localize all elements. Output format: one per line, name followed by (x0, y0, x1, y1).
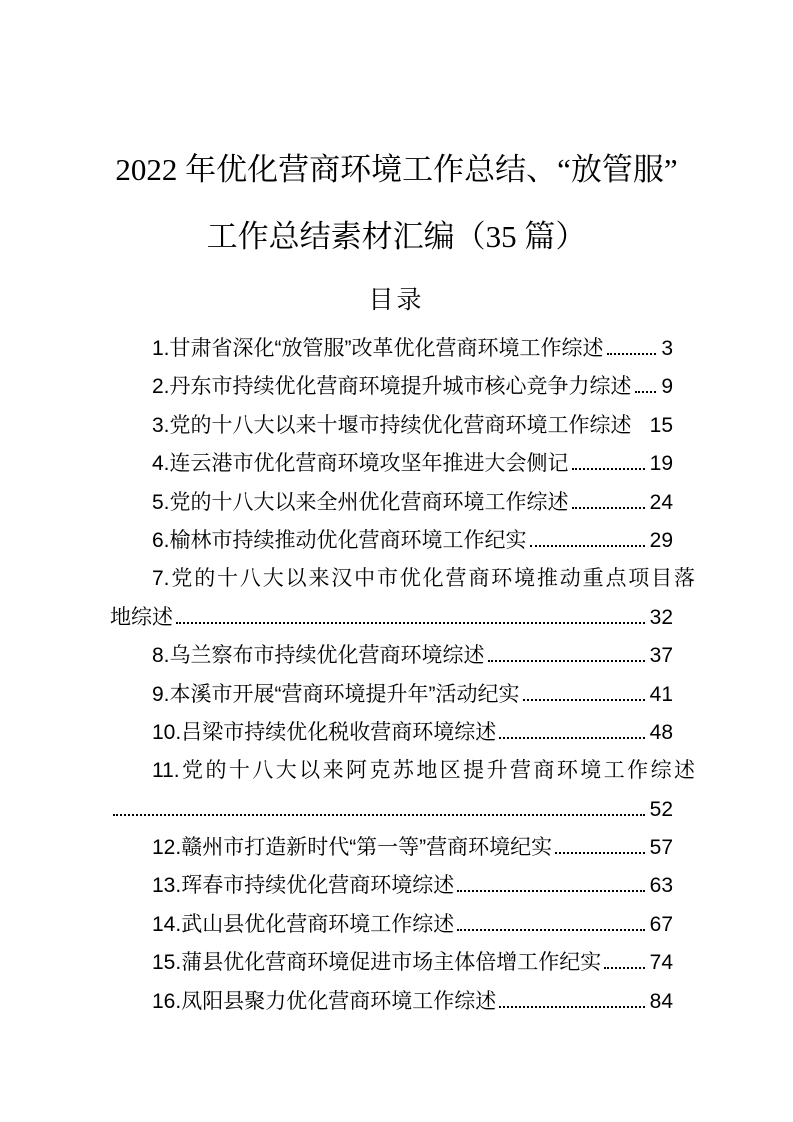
toc-page-number: 3 (661, 337, 673, 360)
toc-entry (110, 791, 673, 829)
toc-entry-title: 9.本溪市开展“营商环境提升年”活动纪实 (152, 682, 520, 706)
toc-page-number: 41 (649, 682, 673, 706)
toc-entry-title: 1.甘肃省深化“放管服”改革优化营商环境工作综述 (152, 337, 604, 360)
toc-page-number: 48 (649, 720, 673, 744)
toc-entry-title: 14.武山县优化营商环境工作综述 (152, 912, 455, 936)
toc-entry (110, 944, 673, 982)
toc-page-number: 37 (649, 644, 673, 668)
toc-leader-dots (113, 814, 645, 816)
toc-page-number: 32 (649, 605, 673, 629)
toc-entry (110, 983, 673, 1021)
toc-leader-dots (499, 737, 644, 739)
toc-leader-dots (607, 353, 657, 355)
toc-page-number: 74 (649, 951, 673, 975)
toc-leader-dots (572, 468, 645, 470)
toc-entry (110, 407, 673, 445)
toc-page-number: 84 (649, 989, 673, 1013)
toc-leader-dots (635, 391, 657, 393)
toc-page-number: 19 (649, 452, 673, 476)
toc-page-number: 63 (649, 874, 673, 898)
toc-heading: 目录 (368, 286, 425, 314)
toc-leader-dots (572, 507, 645, 509)
toc-entry-title: 10.吕梁市持续优化税收营商环境综述 (152, 720, 497, 744)
toc-list (110, 330, 695, 1021)
toc-entry-wrapped-text: 7.党的十八大以来汉中市优化营商环境推动重点项目落 (152, 567, 695, 591)
toc-entry (110, 599, 673, 637)
toc-page-number: 15 (649, 413, 673, 437)
toc-leader-dots (457, 929, 644, 931)
toc-entry (110, 829, 673, 867)
toc-page-number: 9 (661, 375, 673, 399)
toc-entry (110, 522, 673, 560)
toc-entry (110, 906, 673, 944)
toc-page-number: 24 (649, 490, 673, 514)
toc-entry-wrapped-text: 11.党的十八大以来阿克苏地区提升营商环境工作综述 (152, 759, 695, 783)
toc-entry (110, 330, 673, 368)
toc-page-number: 29 (649, 528, 673, 552)
toc-entry-title: 5.党的十八大以来全州优化营商环境工作综述 (152, 490, 569, 514)
toc-entry-title: 地综述 (110, 605, 173, 629)
toc-entry-title: 4.连云港市优化营商环境攻坚年推进大会侧记 (152, 452, 569, 476)
document-title-line-1: 2022 年优化营商环境工作总结、“放管服” (115, 152, 678, 187)
toc-entry (110, 676, 673, 714)
toc-entry-title: 12.赣州市打造新时代“第一等”营商环境纪实 (152, 836, 553, 860)
toc-entry-title: 13.珲春市持续优化营商环境综述 (152, 874, 455, 898)
toc-leader-dots (488, 660, 645, 662)
toc-page-number: 52 (649, 797, 673, 821)
toc-entry (110, 867, 673, 905)
toc-entry-title: 2.丹东市持续优化营商环境提升城市核心竞争力综述 (152, 375, 632, 399)
toc-leader-dots (523, 699, 645, 701)
toc-entry-title: 15.蒲县优化营商环境促进市场主体倍增工作纪实 (152, 951, 602, 975)
toc-leader-dots (499, 1006, 644, 1008)
toc-entry-title: 3.党的十八大以来十堰市持续优化营商环境工作综述 (152, 413, 632, 437)
toc-leader-dots (604, 967, 644, 969)
toc-entry-title: 16.凤阳县聚力优化营商环境工作综述 (152, 989, 497, 1013)
toc-entry (110, 714, 673, 752)
toc-entry (110, 484, 673, 522)
toc-entry (110, 637, 673, 675)
toc-leader-dots (530, 545, 645, 547)
toc-entry (110, 445, 673, 483)
toc-entry-title: 6.榆林市持续推动优化营商环境工作纪实 (152, 528, 527, 552)
toc-entry (110, 368, 673, 406)
document-title (0, 150, 793, 257)
document-title-line-2: 工作总结素材汇编（35 篇） (206, 219, 587, 254)
toc-leader-dots (555, 852, 644, 854)
toc-entry-title: 8.乌兰察布市持续优化营商环境综述 (152, 644, 485, 668)
toc-page-number: 57 (649, 836, 673, 860)
toc-leader-dots (176, 622, 645, 624)
toc-leader-dots (457, 890, 644, 892)
toc-page-number: 67 (649, 912, 673, 936)
